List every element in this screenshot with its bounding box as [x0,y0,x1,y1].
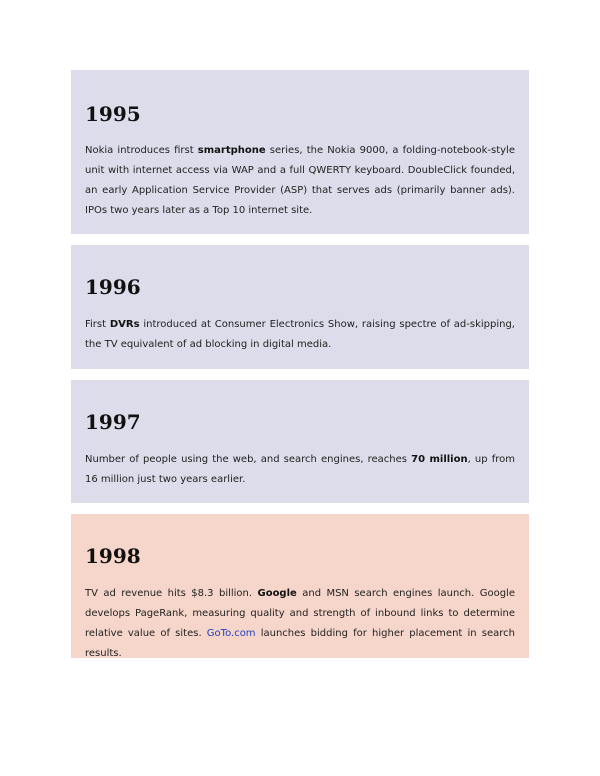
entry-text-pre: First [85,319,110,330]
entry-text-highlight: DVRs [109,319,140,330]
entry-text-pre: TV ad revenue hits $8.3 billion. [85,588,258,599]
entry-text [85,450,515,490]
entry-text-post: and MSN search engines launch. Google develops PageRank, measuring quality and strength of inbound links to determine relative value of sites. [85,588,515,639]
entry-text-highlight: 70 million [411,454,468,465]
entry-text-highlight: smartphone [197,145,266,156]
timeline-card-1996 [71,245,529,369]
entry-text-post: , up from 16 million just two years earlier. [85,454,515,485]
timeline-card-1997 [71,380,529,503]
year-heading: 1996 [85,275,141,299]
timeline-card-1995 [71,70,529,234]
year-heading: 1995 [85,102,141,126]
entry-text [85,584,515,664]
entry-text-highlight: Google [257,588,297,599]
entry-text [85,315,515,355]
entry-text-post: introduced at Consumer Electronics Show, raising spectre of ad-skipping, the TV equivalent of ad blocking in digital media. [85,319,515,350]
entry-text [85,141,515,221]
entry-text-tail: launches bidding for higher placement in search results. [85,628,515,659]
entry-text-pre: Nokia introduces first [85,145,198,156]
entry-text-pre: Number of people using the web, and search engines, reaches [85,454,412,465]
year-heading: 1997 [85,410,141,434]
goto-link[interactable]: GoTo.com [206,628,256,639]
entry-text-post: series, the Nokia 9000, a folding-notebook-style unit with internet access via WAP and a full QWERTY keyboard. DoubleClick founded, an early Application Service Provider (ASP) that serves ads (primarily banner ads). IPOs two years later as a Top 10 internet site. [85,145,515,216]
year-heading: 1998 [85,544,141,568]
timeline-card-1998 [71,514,529,658]
